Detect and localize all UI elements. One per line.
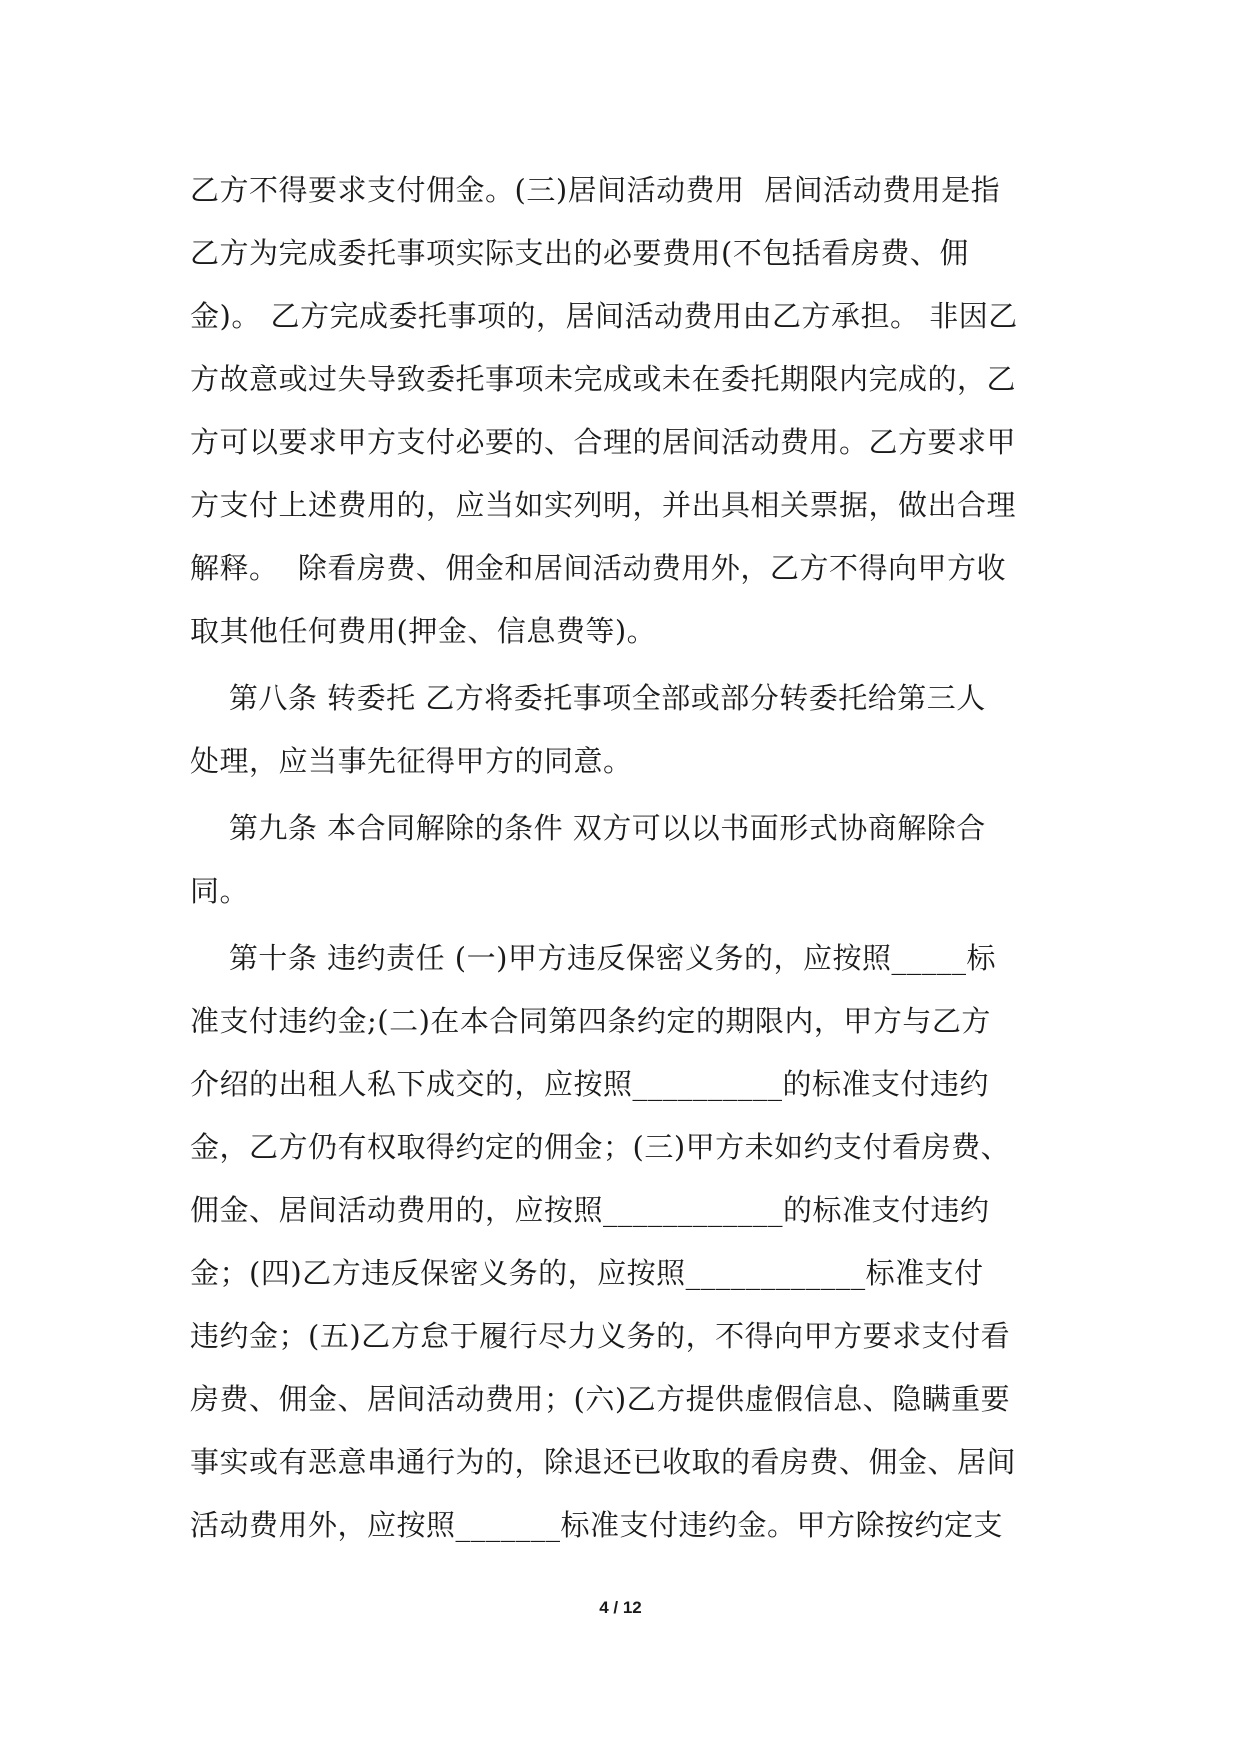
text-line: 金)。 乙方完成委托事项的，居间活动费用由乙方承担。 非因乙 <box>190 299 1018 333</box>
text-line: 乙方为完成委托事项实际支出的必要费用(不包括看房费、佣 <box>190 236 969 270</box>
text-line: 介绍的出租人私下成交的，应按照__________的标准支付违约 <box>190 1067 990 1101</box>
article-8-heading-line: 第八条 转委托 乙方将委托事项全部或部分转委托给第三人 <box>190 681 986 715</box>
text-line: 房费、佣金、居间活动费用；(六)乙方提供虚假信息、隐瞒重要 <box>190 1382 1011 1416</box>
text-line: 金；(四)乙方违反保密义务的，应按照____________标准支付 <box>190 1256 984 1290</box>
text-line: 乙方不得要求支付佣金。(三)居间活动费用 居间活动费用是指 <box>190 173 1001 207</box>
page-number: 4 / 12 <box>599 1598 642 1617</box>
text-line: 事实或有恶意串通行为的，除退还已收取的看房费、佣金、居间 <box>190 1445 1017 1479</box>
text-line: 方支付上述费用的，应当如实列明，并出具相关票据，做出合理 <box>190 488 1017 522</box>
text-line: 方故意或过失导致委托事项未完成或未在委托期限内完成的，乙 <box>190 362 1017 396</box>
text-line: 同。 <box>190 874 250 908</box>
text-line: 佣金、居间活动费用的，应按照____________的标准支付违约 <box>190 1193 990 1227</box>
text-line: 处理，应当事先征得甲方的同意。 <box>190 744 633 778</box>
article-9-heading-line: 第九条 本合同解除的条件 双方可以以书面形式协商解除合 <box>190 811 986 845</box>
text-line: 解释。 除看房费、佣金和居间活动费用外，乙方不得向甲方收 <box>190 551 1006 585</box>
text-line: 活动费用外，应按照_______标准支付违约金。甲方除按约定支 <box>190 1508 1004 1542</box>
text-line: 准支付违约金;(二)在本合同第四条约定的期限内，甲方与乙方 <box>190 1004 991 1038</box>
text-line: 违约金；(五)乙方怠于履行尽力义务的，不得向甲方要求支付看 <box>190 1319 1011 1353</box>
text-line: 金，乙方仍有权取得约定的佣金；(三)甲方未如约支付看房费、 <box>190 1130 1011 1164</box>
article-10-heading-line: 第十条 违约责任 (一)甲方违反保密义务的，应按照_____标 <box>190 941 996 975</box>
text-line: 方可以要求甲方支付必要的、合理的居间活动费用。乙方要求甲 <box>190 425 1017 459</box>
text-line: 取其他任何费用(押金、信息费等)。 <box>190 614 657 648</box>
